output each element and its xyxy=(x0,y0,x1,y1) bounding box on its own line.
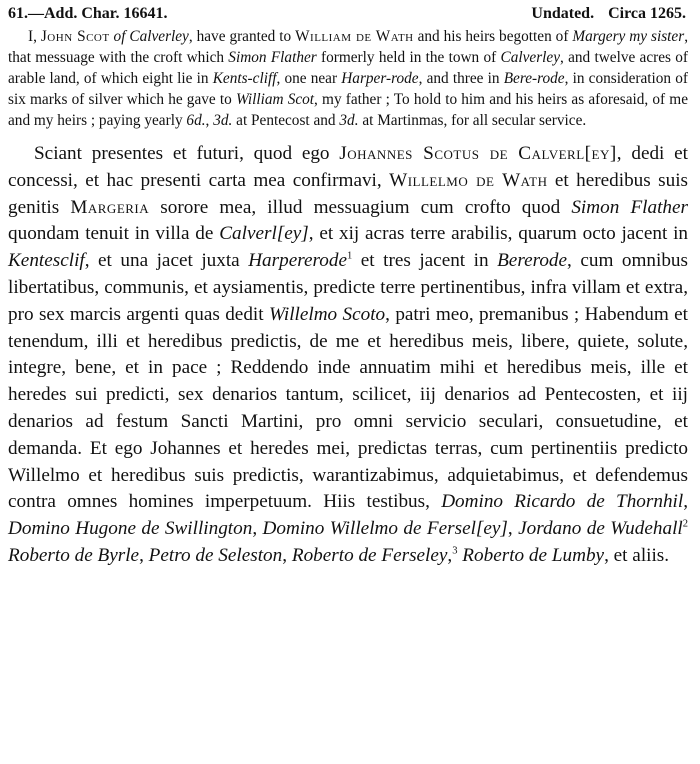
abstract-text: , and three in xyxy=(418,70,504,87)
person-name: Willelmo Scoto xyxy=(268,303,386,325)
charter-text: sorore mea, illud messuagium cum crofto quod xyxy=(149,196,572,218)
person-name: Simon Flather xyxy=(571,196,688,218)
english-abstract xyxy=(8,26,692,131)
witness-name: Domino Willelmo de Fersel[ey] xyxy=(262,518,508,540)
charter-text: et tres jacent in xyxy=(352,250,498,272)
charter-text: , et xij acras terre arabilis, quarum octo jacent in xyxy=(308,223,688,245)
charter-source: —Add. Char. 16641. xyxy=(28,5,168,22)
person-name: William Scot xyxy=(235,91,315,108)
abstract-text: , in consideration of six marks of silver which he gave to xyxy=(8,70,688,108)
amount: 6d. xyxy=(186,112,206,129)
footnote-marker: 2 xyxy=(682,518,689,530)
grantee-name: Willelmo de Wath xyxy=(389,169,548,191)
place-name: of Calverley xyxy=(113,28,189,45)
grantee-name: William de Wath xyxy=(295,28,414,45)
person-name: Simon Flather xyxy=(228,49,317,66)
abstract-text: I, xyxy=(28,28,41,45)
person-name: Margery my sister xyxy=(572,28,685,45)
abstract-text: and his heirs begotten of xyxy=(413,28,573,45)
charter-text: , dedi et concessi, et hac presenti carta mea confirmavi, xyxy=(8,143,688,191)
charter-text: , xyxy=(683,491,689,513)
witness-name: Jordano de Wudehall xyxy=(518,518,683,540)
witness-name: Domino Ricardo de Thornhil xyxy=(441,491,684,513)
person-name: Margeria xyxy=(70,196,150,218)
charter-text: , xyxy=(252,518,263,540)
place-name: Kentesclif xyxy=(8,250,85,272)
charter-text: , cum omnibus libertatibus, communis, et aysiamentis, predicte terre pertinentibus, infra villam et extra, pro sex marcis argenti quas dedit xyxy=(8,250,688,325)
charter-text: , et aliis. xyxy=(604,544,670,566)
abstract-text: , that messuage with the croft which xyxy=(8,28,689,66)
abstract-text: , xyxy=(205,112,214,129)
charter-text: et heredibus suis genitis xyxy=(8,169,688,218)
amount: 3d. xyxy=(339,112,359,129)
charter-text: , xyxy=(282,544,292,566)
abstract-text: , have granted to xyxy=(188,28,296,45)
charter-reference xyxy=(8,4,167,24)
witness-name: Petro de Seleston xyxy=(148,544,283,566)
charter-text: , xyxy=(447,544,453,566)
charter-text: , xyxy=(139,544,149,566)
date-circa: Circa 1265. xyxy=(608,5,686,22)
place-name: Calverl[ey] xyxy=(219,223,309,245)
footnote-marker: 3 xyxy=(452,545,458,557)
abstract-text: at Martinmas, for all secular service. xyxy=(358,112,587,129)
charter-text: , et una jacet juxta xyxy=(84,250,249,272)
charter-text: Sciant presentes et futuri, quod ego xyxy=(34,143,340,164)
abstract-text: formerly held in the town of xyxy=(316,49,501,66)
charter-date xyxy=(517,4,686,24)
place-name: Calverley xyxy=(500,49,560,66)
amount: 3d. xyxy=(213,112,233,129)
abstract-text: , one near xyxy=(276,70,342,87)
place-name: Kents-cliff xyxy=(212,70,277,87)
witness-name: Roberto de Ferseley xyxy=(291,544,448,566)
grantor-name: John Scot xyxy=(40,28,110,45)
charter-number: 61. xyxy=(8,5,28,22)
abstract-text: at Pentecost and xyxy=(232,112,340,129)
charter-text: , patri meo, premanibus ; Habendum et tenendum, illi et heredibus predictis, de me et heredibus meis, libere, quiete, solute, integre, bene, et in pace ; Reddendo inde annuatim mihi et heredibus meis, ille et heredes sui predicti, sex denarios tantum, scilicet, iij denarios ad Pentecosten, et iij denarios ad festum Sancti Martini, pro omni servicio seculari, consuetudine, et demanda. Et ego Johannes et heredes mei, predictas terras, cum pertinentiis predicto Willelmo et heredibus suis predictis, warantizabimus, adquietabimus, et defendemus contra omnes homines imperpetuum. Hiis testibus, xyxy=(8,303,689,513)
date-status: Undated. xyxy=(531,5,595,22)
place-name: Bere-rode xyxy=(503,70,565,87)
charter-header xyxy=(8,4,686,24)
footnote-marker: 1 xyxy=(346,250,353,262)
grantor-name: Johannes Scotus de Calverl[ey] xyxy=(339,143,617,164)
witness-name: Domino Hugone de Swillington xyxy=(8,518,253,540)
abstract-text: , and twelve acres of arable land, of which eight lie in xyxy=(8,49,689,87)
charter-text: quondam tenuit in villa de xyxy=(8,223,220,245)
witness-name: Roberto de Lumby xyxy=(462,544,605,566)
abstract-text: , my father ; To hold to him and his heirs as aforesaid, of me and my heirs ; paying yearly xyxy=(8,91,688,129)
place-name: Harper-rode xyxy=(341,70,419,87)
latin-charter-text xyxy=(8,141,692,570)
place-name: Bererode xyxy=(497,250,568,272)
witness-name: Roberto de Byrle xyxy=(8,544,140,566)
place-name: Harpererode xyxy=(248,250,347,272)
charter-text: , xyxy=(507,518,519,540)
